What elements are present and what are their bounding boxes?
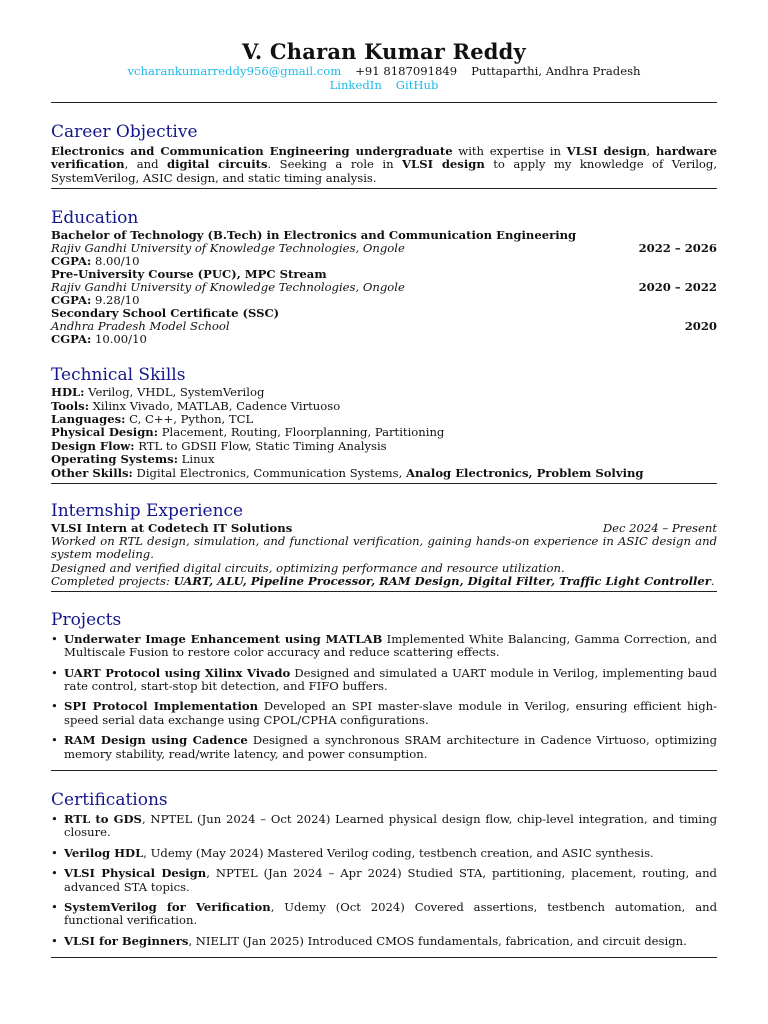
resume-header [51, 39, 717, 92]
school: Andhra Pradesh Model School [51, 319, 230, 334]
section-title-certifications: Certifications [51, 789, 168, 810]
divider [51, 188, 717, 189]
candidate-name: V. Charan Kumar Reddy [242, 39, 526, 64]
profile-links [51, 78, 717, 92]
objective-text: Electronics and Communication Engineering undergraduate with expertise in VLSI design, hardware verification, and digital circuits. Seeking a role in VLSI design to apply my knowledge of Verilog, SystemVerilog, ASIC design, and static timing analysis. [51, 144, 718, 185]
list-item: • Verilog HDL, Udemy (May 2024) Mastered Verilog coding, testbench creation, and ASIC synthesis. [51, 845, 654, 860]
list-item: • Underwater Image Enhancement using MATLAB Implemented White Balancing, Gamma Correction, and Multiscale Fusion to restore color accuracy and reduce scattering effects. [51, 631, 717, 660]
cgpa: CGPA: 9.28/10 [51, 293, 140, 308]
email-link[interactable]: vcharankumarreddy956@gmail.com [127, 64, 342, 78]
cgpa: CGPA: 10.00/10 [51, 332, 147, 347]
intern-dates: Dec 2024 – Present [602, 521, 717, 536]
internship-item [51, 522, 717, 589]
skill-row: Design Flow: RTL to GDSII Flow, Static Timing Analysis [51, 438, 387, 453]
section-title-internship: Internship Experience [51, 501, 244, 522]
divider [51, 957, 717, 958]
github-link[interactable]: GitHub [395, 78, 439, 92]
years: 2020 [684, 319, 717, 334]
education-item [51, 268, 717, 307]
projects-list [51, 633, 717, 761]
location: Puttaparthi, Andhra Pradesh [471, 64, 641, 78]
years: 2020 – 2022 [638, 280, 717, 295]
skill-row: Tools: Xilinx Vivado, MATLAB, Cadence Virtuoso [51, 398, 341, 413]
intern-line: Completed projects: UART, ALU, Pipeline Processor, RAM Design, Digital Filter, Traffic Light Controller. [51, 574, 715, 589]
skill-row: Languages: C, C++, Python, TCL [51, 412, 254, 427]
linkedin-link[interactable]: LinkedIn [329, 78, 382, 92]
list-item: • SPI Protocol Implementation Developed an SPI master-slave module in Verilog, ensuring efficient high-speed serial data exchange using CPOL/CPHA configurations. [51, 699, 717, 727]
degree: Pre-University Course (PUC), MPC Stream [51, 267, 327, 282]
school: Rajiv Gandhi University of Knowledge Technologies, Ongole [51, 241, 405, 256]
resume-page [51, 0, 717, 958]
section-title-education: Education [51, 208, 139, 229]
section-title-skills: Technical Skills [51, 365, 186, 386]
intern-role: VLSI Intern at Codetech IT Solutions [51, 521, 293, 536]
cgpa: CGPA: 8.00/10 [51, 254, 140, 269]
skill-row: Physical Design: Placement, Routing, Floorplanning, Partitioning [51, 425, 445, 440]
list-item: • RAM Design using Cadence Designed a synchronous SRAM architecture in Cadence Virtuoso, optimizing memory stability, read/write latency, and power consumption. [51, 733, 717, 761]
education-item [51, 307, 717, 346]
divider [51, 483, 717, 484]
degree: Bachelor of Technology (B.Tech) in Electronics and Communication Engineering [51, 228, 577, 243]
section-title-objective: Career Objective [51, 122, 198, 142]
degree: Secondary School Certificate (SSC) [51, 306, 280, 321]
years: 2022 – 2026 [638, 241, 717, 256]
list-item: • VLSI for Beginners, NIELIT (Jan 2025) Introduced CMOS fundamentals, fabrication, and circuit design. [51, 933, 687, 948]
skill-row: Other Skills: Digital Electronics, Communication Systems, Analog Electronics, Problem Solving [51, 465, 644, 480]
skills-list [51, 386, 717, 480]
list-item: • RTL to GDS, NPTEL (Jun 2024 – Oct 2024) Learned physical design flow, chip-level integration, and timing closure. [51, 811, 718, 840]
school: Rajiv Gandhi University of Knowledge Technologies, Ongole [51, 280, 405, 295]
skill-row: HDL: Verilog, VHDL, SystemVerilog [51, 385, 265, 400]
education-list [51, 229, 717, 346]
divider [51, 102, 717, 103]
education-item [51, 229, 717, 268]
intern-line: Worked on RTL design, simulation, and functional verification, gaining hands-on experience in ASIC design and system modeling. [51, 534, 717, 562]
list-item: • VLSI Physical Design, NPTEL (Jan 2024 – Apr 2024) Studied STA, partitioning, placement, routing, and advanced STA topics. [51, 866, 717, 894]
list-item: • UART Protocol using Xilinx Vivado Designed and simulated a UART module in Verilog, implementing baud rate control, start-stop bit detection, and FIFO buffers. [51, 665, 718, 693]
phone-number: +91 8187091849 [355, 64, 458, 78]
divider [51, 591, 717, 592]
intern-line: Designed and verified digital circuits, optimizing performance and resource utilization. [51, 560, 565, 575]
skill-row: Operating Systems: Linux [51, 452, 215, 467]
section-title-projects: Projects [51, 609, 122, 630]
certifications-list [51, 813, 717, 948]
divider [51, 770, 717, 771]
contact-line [51, 64, 717, 78]
list-item: • SystemVerilog for Verification, Udemy (Oct 2024) Covered assertions, testbench automation, and functional verification. [51, 899, 717, 928]
